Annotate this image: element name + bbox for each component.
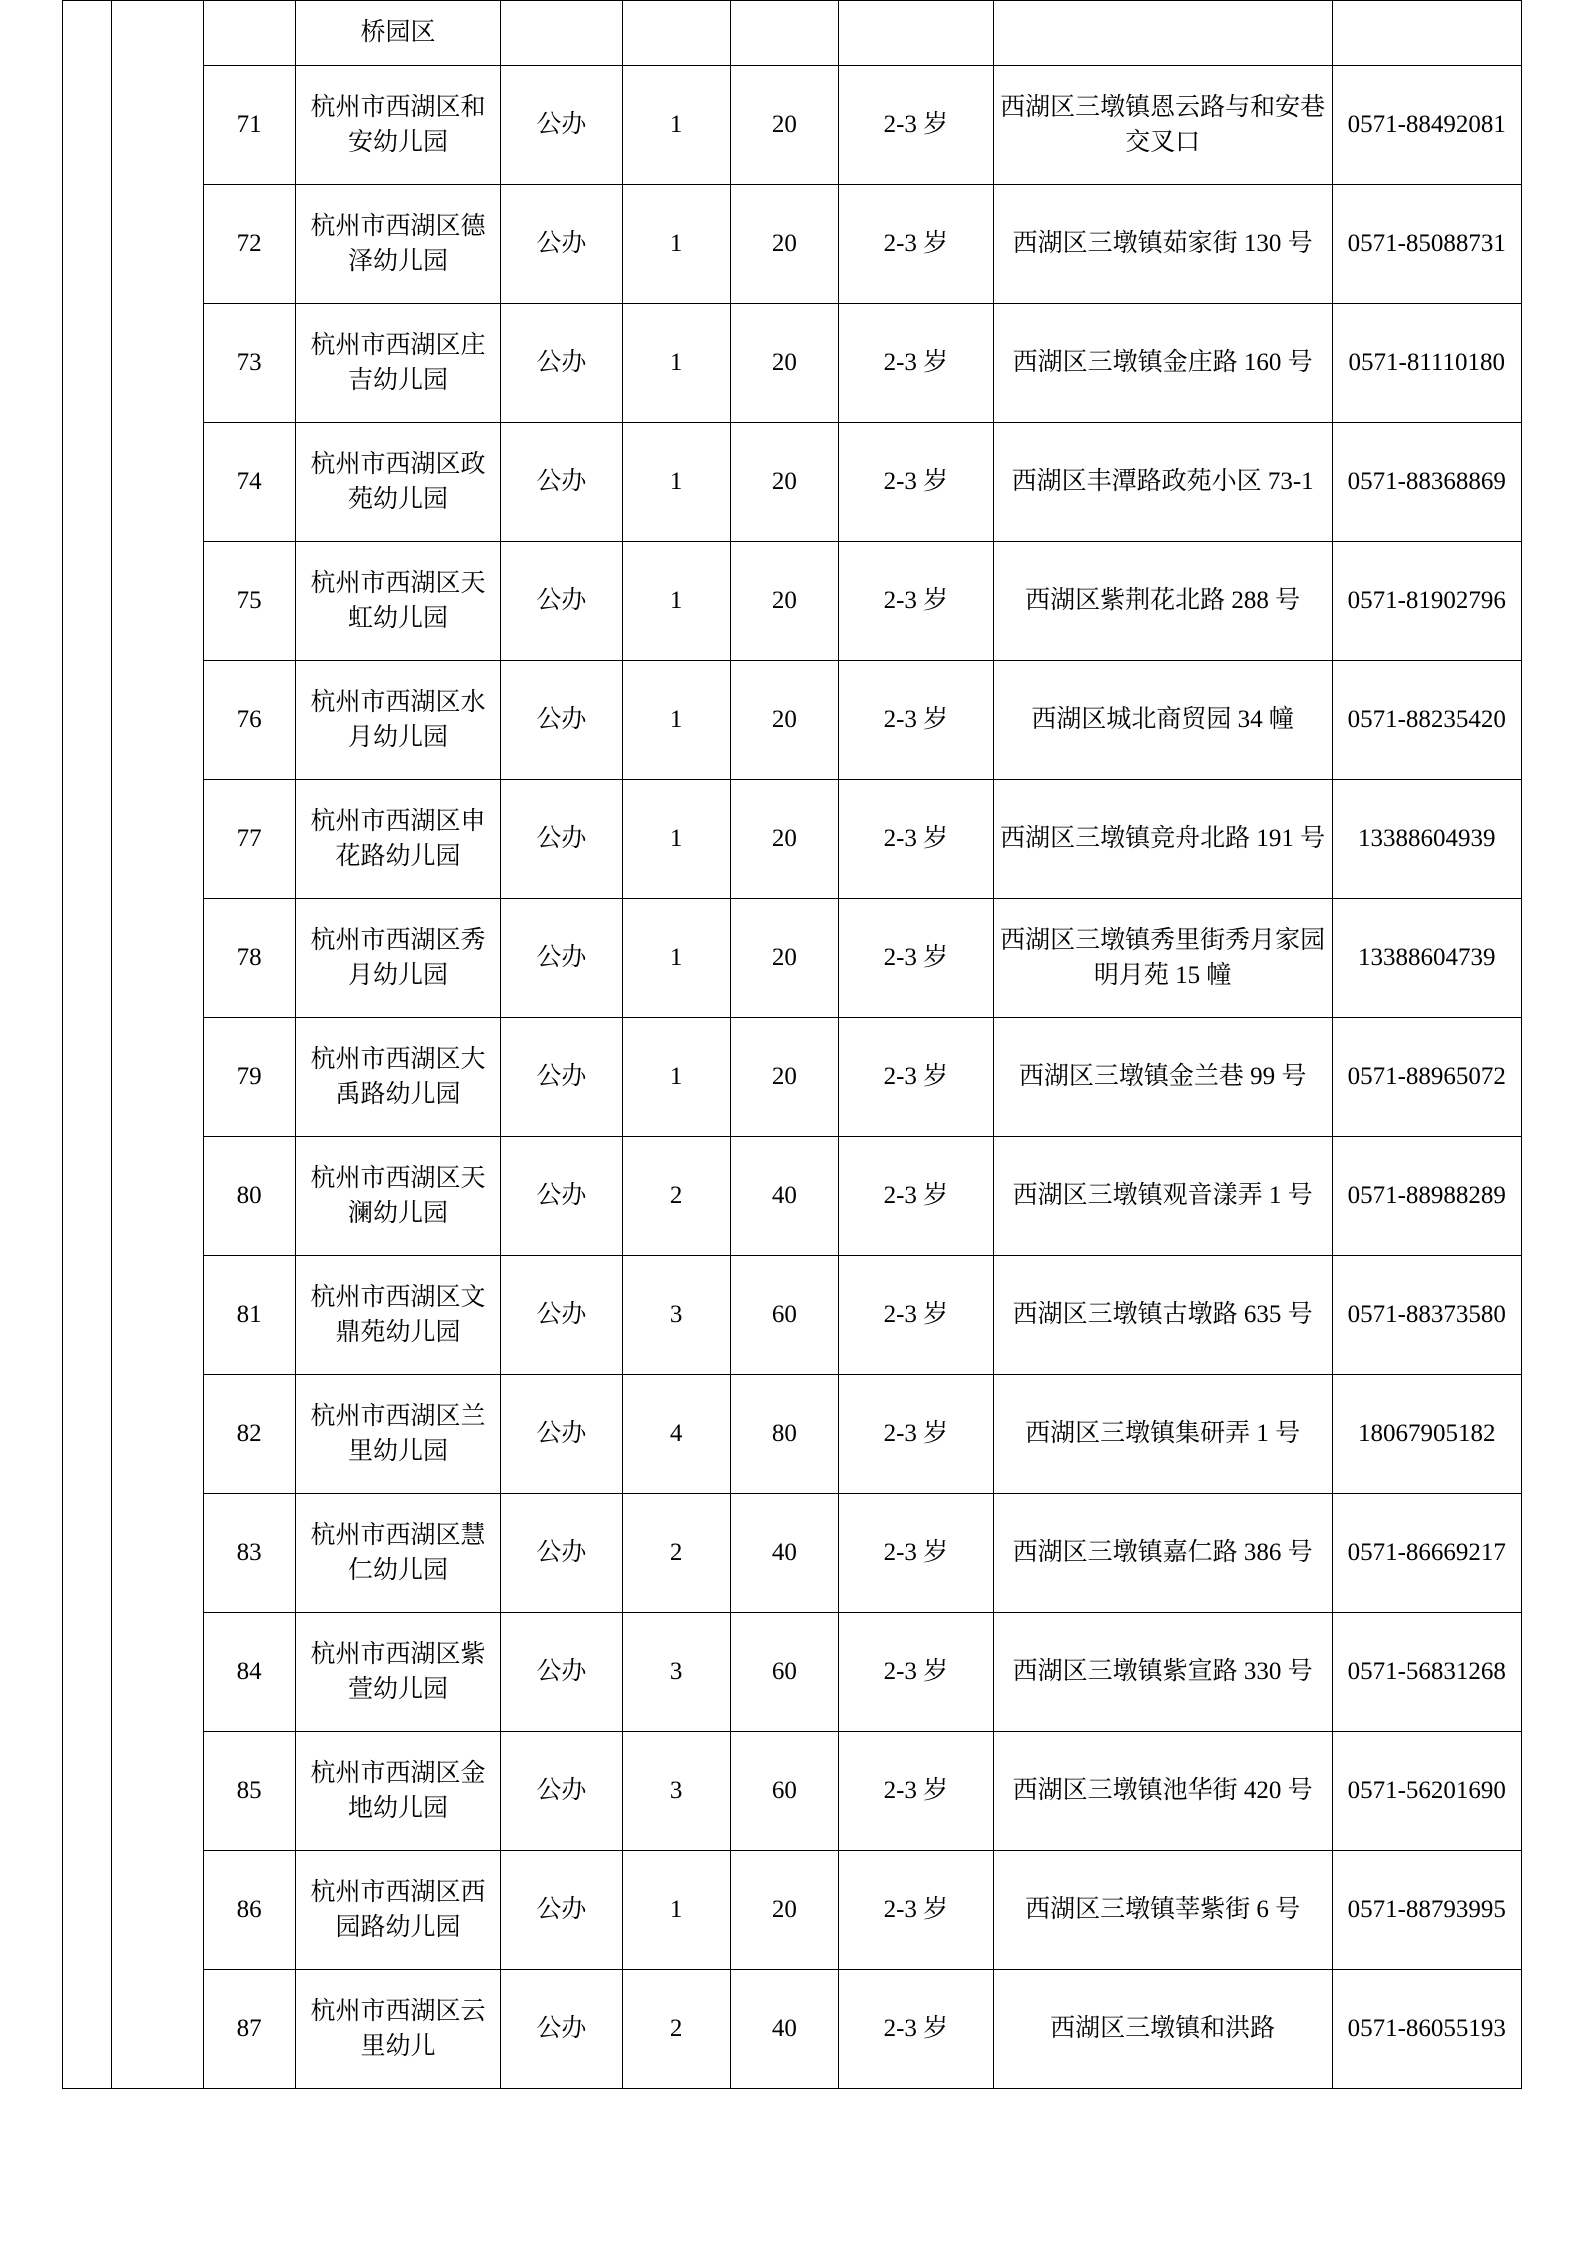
- cell-classes: 1: [622, 899, 730, 1018]
- cell-phone: 0571-88492081: [1332, 66, 1521, 185]
- cell-index: 79: [203, 1018, 295, 1137]
- table-body: [63, 1, 1522, 2089]
- cell-capacity: 40: [730, 1137, 838, 1256]
- cell-capacity: 20: [730, 899, 838, 1018]
- cell-address: 西湖区三墩镇茹家街 130 号: [993, 185, 1332, 304]
- cell-name: 杭州市西湖区云里幼儿: [295, 1970, 501, 2089]
- cell-address: 西湖区三墩镇嘉仁路 386 号: [993, 1494, 1332, 1613]
- table-row: [63, 1494, 1522, 1613]
- cell-classes: 2: [622, 1137, 730, 1256]
- table-row: [63, 1375, 1522, 1494]
- cell-classes: 4: [622, 1375, 730, 1494]
- cell-phone: 0571-88988289: [1332, 1137, 1521, 1256]
- cell-phone: 13388604939: [1332, 780, 1521, 899]
- cell-nature: 公办: [501, 1137, 622, 1256]
- cell-age-range: 2-3 岁: [839, 1375, 994, 1494]
- table-row: [63, 542, 1522, 661]
- cell-age-range: 2-3 岁: [839, 1256, 994, 1375]
- table-row: [63, 1732, 1522, 1851]
- table-row: [63, 185, 1522, 304]
- cell-classes: 1: [622, 661, 730, 780]
- cell-index: 78: [203, 899, 295, 1018]
- cell-index: 87: [203, 1970, 295, 2089]
- cell-phone-partial: [1332, 1, 1521, 66]
- cell-phone: 0571-81110180: [1332, 304, 1521, 423]
- cell-phone: 0571-88368869: [1332, 423, 1521, 542]
- cell-index: 80: [203, 1137, 295, 1256]
- cell-classes: 1: [622, 423, 730, 542]
- cell-address: 西湖区三墩镇金兰巷 99 号: [993, 1018, 1332, 1137]
- cell-address: 西湖区三墩镇秀里街秀月家园明月苑 15 幢: [993, 899, 1332, 1018]
- cell-name: 杭州市西湖区金地幼儿园: [295, 1732, 501, 1851]
- cell-name: 杭州市西湖区庄吉幼儿园: [295, 304, 501, 423]
- cell-age-range: 2-3 岁: [839, 1851, 994, 1970]
- cell-nature: 公办: [501, 1018, 622, 1137]
- cell-name: 杭州市西湖区秀月幼儿园: [295, 899, 501, 1018]
- cell-nature: 公办: [501, 1970, 622, 2089]
- cell-name: 杭州市西湖区政苑幼儿园: [295, 423, 501, 542]
- cell-age-range: 2-3 岁: [839, 185, 994, 304]
- cell-address: 西湖区三墩镇紫宣路 330 号: [993, 1613, 1332, 1732]
- cell-district-merged: [111, 1, 203, 2089]
- cell-address: 西湖区三墩镇观音漾弄 1 号: [993, 1137, 1332, 1256]
- cell-capacity: 40: [730, 1970, 838, 2089]
- cell-address: 西湖区三墩镇莘紫街 6 号: [993, 1851, 1332, 1970]
- cell-age-range: 2-3 岁: [839, 1613, 994, 1732]
- table-row: [63, 1851, 1522, 1970]
- cell-nature: 公办: [501, 66, 622, 185]
- cell-phone: 0571-88965072: [1332, 1018, 1521, 1137]
- cell-age-range: 2-3 岁: [839, 661, 994, 780]
- cell-index: 85: [203, 1732, 295, 1851]
- cell-address: 西湖区三墩镇集研弄 1 号: [993, 1375, 1332, 1494]
- table-row: [63, 1613, 1522, 1732]
- cell-capacity: 20: [730, 1851, 838, 1970]
- cell-phone: 0571-81902796: [1332, 542, 1521, 661]
- cell-address: 西湖区紫荆花北路 288 号: [993, 542, 1332, 661]
- cell-capacity-partial: [730, 1, 838, 66]
- table-row: [63, 661, 1522, 780]
- cell-name: 杭州市西湖区水月幼儿园: [295, 661, 501, 780]
- cell-classes: 1: [622, 304, 730, 423]
- cell-index: 72: [203, 185, 295, 304]
- cell-age-range: 2-3 岁: [839, 542, 994, 661]
- table-row: [63, 304, 1522, 423]
- cell-classes: 3: [622, 1256, 730, 1375]
- cell-capacity: 60: [730, 1613, 838, 1732]
- cell-address: 西湖区三墩镇和洪路: [993, 1970, 1332, 2089]
- cell-nature: 公办: [501, 542, 622, 661]
- cell-nature: 公办: [501, 423, 622, 542]
- cell-name: 杭州市西湖区大禹路幼儿园: [295, 1018, 501, 1137]
- cell-nature: 公办: [501, 1613, 622, 1732]
- cell-classes: 1: [622, 1018, 730, 1137]
- cell-age-range: 2-3 岁: [839, 1018, 994, 1137]
- cell-classes: 1: [622, 1851, 730, 1970]
- cell-classes: 2: [622, 1494, 730, 1613]
- cell-capacity: 20: [730, 66, 838, 185]
- cell-index: 81: [203, 1256, 295, 1375]
- cell-phone: 0571-56831268: [1332, 1613, 1521, 1732]
- cell-age-range: 2-3 岁: [839, 423, 994, 542]
- cell-index: 82: [203, 1375, 295, 1494]
- cell-index: 76: [203, 661, 295, 780]
- cell-phone: 0571-56201690: [1332, 1732, 1521, 1851]
- cell-classes: 1: [622, 185, 730, 304]
- cell-name: 杭州市西湖区天澜幼儿园: [295, 1137, 501, 1256]
- cell-index: 73: [203, 304, 295, 423]
- cell-nature: 公办: [501, 780, 622, 899]
- cell-classes-partial: [622, 1, 730, 66]
- cell-classes: 1: [622, 780, 730, 899]
- cell-capacity: 20: [730, 423, 838, 542]
- cell-left-margin: [63, 1, 112, 2089]
- cell-index: 75: [203, 542, 295, 661]
- cell-address: 西湖区三墩镇池华街 420 号: [993, 1732, 1332, 1851]
- cell-address-partial: [993, 1, 1332, 66]
- cell-nature-partial: [501, 1, 622, 66]
- cell-address: 西湖区三墩镇古墩路 635 号: [993, 1256, 1332, 1375]
- cell-name: 杭州市西湖区天虹幼儿园: [295, 542, 501, 661]
- cell-nature: 公办: [501, 1375, 622, 1494]
- cell-capacity: 40: [730, 1494, 838, 1613]
- cell-age-range: 2-3 岁: [839, 1137, 994, 1256]
- cell-name: 杭州市西湖区和安幼儿园: [295, 66, 501, 185]
- cell-name: 杭州市西湖区西园路幼儿园: [295, 1851, 501, 1970]
- cell-classes: 3: [622, 1732, 730, 1851]
- cell-index: 71: [203, 66, 295, 185]
- table-row: [63, 1256, 1522, 1375]
- cell-classes: 1: [622, 542, 730, 661]
- cell-age-range: 2-3 岁: [839, 899, 994, 1018]
- cell-phone: 0571-85088731: [1332, 185, 1521, 304]
- cell-nature: 公办: [501, 185, 622, 304]
- cell-capacity: 80: [730, 1375, 838, 1494]
- table-row-partial: [63, 1, 1522, 66]
- cell-age-partial: [839, 1, 994, 66]
- table-row: [63, 66, 1522, 185]
- cell-nature: 公办: [501, 899, 622, 1018]
- cell-phone: 0571-86669217: [1332, 1494, 1521, 1613]
- cell-age-range: 2-3 岁: [839, 66, 994, 185]
- cell-classes: 3: [622, 1613, 730, 1732]
- cell-name-partial: 桥园区: [295, 1, 501, 66]
- cell-capacity: 60: [730, 1732, 838, 1851]
- cell-capacity: 20: [730, 304, 838, 423]
- table-row: [63, 1018, 1522, 1137]
- cell-name: 杭州市西湖区德泽幼儿园: [295, 185, 501, 304]
- cell-nature: 公办: [501, 1256, 622, 1375]
- cell-phone: 0571-86055193: [1332, 1970, 1521, 2089]
- cell-address: 西湖区三墩镇金庄路 160 号: [993, 304, 1332, 423]
- cell-nature: 公办: [501, 1732, 622, 1851]
- cell-index: 84: [203, 1613, 295, 1732]
- cell-nature: 公办: [501, 304, 622, 423]
- cell-classes: 1: [622, 66, 730, 185]
- cell-age-range: 2-3 岁: [839, 1970, 994, 2089]
- table-row: [63, 423, 1522, 542]
- cell-name: 杭州市西湖区文鼎苑幼儿园: [295, 1256, 501, 1375]
- cell-age-range: 2-3 岁: [839, 780, 994, 899]
- cell-address: 西湖区三墩镇竞舟北路 191 号: [993, 780, 1332, 899]
- cell-name: 杭州市西湖区兰里幼儿园: [295, 1375, 501, 1494]
- cell-index: 77: [203, 780, 295, 899]
- table-row: [63, 1137, 1522, 1256]
- cell-name: 杭州市西湖区慧仁幼儿园: [295, 1494, 501, 1613]
- table-row: [63, 899, 1522, 1018]
- cell-age-range: 2-3 岁: [839, 1732, 994, 1851]
- cell-index: 83: [203, 1494, 295, 1613]
- cell-index: 74: [203, 423, 295, 542]
- cell-phone: 0571-88793995: [1332, 1851, 1521, 1970]
- cell-name: 杭州市西湖区申花路幼儿园: [295, 780, 501, 899]
- cell-phone: 13388604739: [1332, 899, 1521, 1018]
- cell-age-range: 2-3 岁: [839, 304, 994, 423]
- kindergarten-table: [62, 0, 1522, 2089]
- cell-phone: 0571-88235420: [1332, 661, 1521, 780]
- cell-nature: 公办: [501, 661, 622, 780]
- cell-address: 西湖区城北商贸园 34 幢: [993, 661, 1332, 780]
- cell-address: 西湖区三墩镇恩云路与和安巷交叉口: [993, 66, 1332, 185]
- cell-nature: 公办: [501, 1494, 622, 1613]
- cell-capacity: 20: [730, 185, 838, 304]
- cell-age-range: 2-3 岁: [839, 1494, 994, 1613]
- cell-name: 杭州市西湖区紫萱幼儿园: [295, 1613, 501, 1732]
- cell-phone: 18067905182: [1332, 1375, 1521, 1494]
- cell-phone: 0571-88373580: [1332, 1256, 1521, 1375]
- cell-capacity: 60: [730, 1256, 838, 1375]
- table-row: [63, 780, 1522, 899]
- cell-capacity: 20: [730, 542, 838, 661]
- cell-classes: 2: [622, 1970, 730, 2089]
- table-row: [63, 1970, 1522, 2089]
- cell-capacity: 20: [730, 661, 838, 780]
- cell-nature: 公办: [501, 1851, 622, 1970]
- cell-capacity: 20: [730, 780, 838, 899]
- cell-capacity: 20: [730, 1018, 838, 1137]
- cell-index: 86: [203, 1851, 295, 1970]
- cell-index-partial: [203, 1, 295, 66]
- cell-address: 西湖区丰潭路政苑小区 73-1: [993, 423, 1332, 542]
